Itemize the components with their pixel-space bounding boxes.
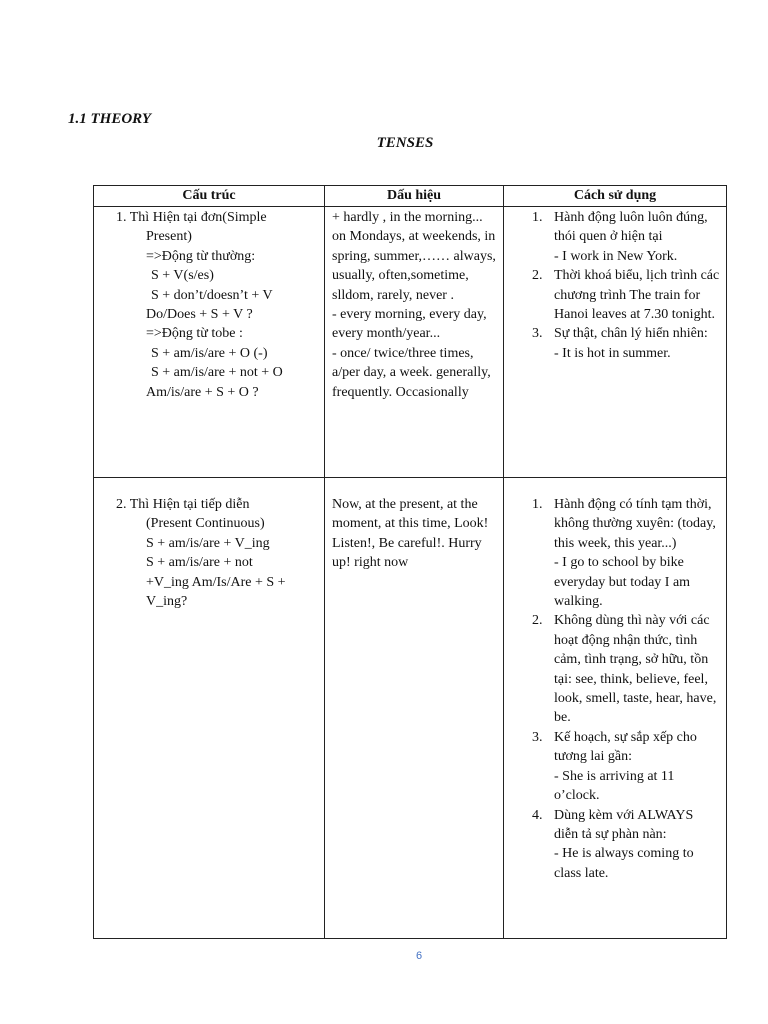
structure-line: Am/is/are + S + O ? [146,384,259,400]
usage-item [532,324,720,363]
usage-example: - I go to school by bike everyday but today I am walking. [554,555,691,610]
usage-text: Thời khoá biểu, lịch trình các chương trình The train for Hanoi leaves at 7.30 tonight. [554,268,720,323]
usage-item [532,266,720,324]
usage-item [532,611,720,727]
usage-example: - It is hot in summer. [554,345,671,361]
signals-text: + hardly , in the morning... on Mondays, at weekends, in spring, summer,…… always, usually, often,sometime, slldom, rarely, never . - every morning, every day, every month/year... - once/ twice/three times, a/per day, a week. generally, frequently. Occasionally [332,210,496,400]
structure-line: S + am/is/are + not [146,555,253,571]
structure-line: Do/Does + S + V ? [146,307,253,323]
structure-cell [94,478,325,939]
signals-cell [325,207,504,478]
usage-text: Hành động có tính tạm thời, không thường xuyên: (today, this week, this year...) [554,497,716,551]
structure-title: 2. Thì Hiện tại tiếp diễn [116,497,250,512]
table-header-row [94,186,727,207]
usage-number: 4. [532,807,543,823]
usage-text: Hành động luôn luôn đúng, thói quen ở hiện tại [554,210,708,245]
usage-item [532,806,720,884]
usage-item [532,208,720,266]
structure-line: S + am/is/are + O (-) [151,345,268,361]
signals-cell [325,478,504,939]
usage-example: - He is always coming to class late. [554,846,694,881]
structure-line: =>Động từ tobe : [146,326,243,342]
signals-text: Now, at the present, at the moment, at this time, Look! Listen!, Be careful!. Hurry up! right now [332,497,489,571]
usage-text: Dùng kèm với ALWAYS diễn tả sự phàn nàn: [554,807,694,842]
tenses-table [93,185,727,939]
usage-example: - I work in New York. [554,248,678,264]
column-header-usage: Cách sử dụng [504,186,727,207]
structure-title: 1. Thì Hiện tại đơn(Simple [116,210,267,225]
usage-number: 1. [532,497,543,512]
usage-number: 2. [532,268,543,284]
structure-line: (Present Continuous) [146,516,265,532]
structure-line: V_ing? [146,594,188,610]
usage-list [532,208,720,363]
table-row-simple-present [94,207,727,478]
usage-item [532,495,720,611]
structure-line: =>Động từ thường: [146,248,256,264]
structure-line: Present) [146,229,192,245]
structure-line: +V_ing Am/Is/Are + S + [146,574,286,590]
page-number: 6 [415,950,423,962]
column-header-signals: Dấu hiệu [325,186,504,207]
section-heading: 1.1 THEORY [68,111,152,127]
structure-line: S + am/is/are + V_ing [146,535,270,551]
column-header-structure: Cấu trúc [94,186,325,207]
usage-number: 3. [532,729,543,745]
usage-list [532,495,720,883]
usage-text: Không dùng thì này với các hoạt động nhận thức, tình cảm, tình trạng, sở hữu, tồn tại: see, think, believe, feel, look, smell, taste, hear, have, be. [554,613,717,726]
usage-example: - She is arriving at 11 o’clock. [554,768,675,804]
table-row-present-continuous [94,478,727,939]
structure-line: S + V(s/es) [151,268,214,284]
usage-item [532,728,720,806]
usage-text: Kế hoạch, sự sắp xếp cho tương lai gần: [554,729,697,765]
usage-number: 1. [532,210,543,225]
usage-cell [504,478,727,939]
structure-line: S + am/is/are + not + O [151,365,283,381]
usage-number: 3. [532,326,543,342]
usage-number: 2. [532,613,543,629]
usage-text: Sự thật, chân lý hiển nhiên: [554,326,708,342]
usage-cell [504,207,727,478]
table-title: TENSES [376,135,434,151]
structure-line: S + don’t/doesn’t + V [151,287,273,303]
structure-cell [94,207,325,478]
